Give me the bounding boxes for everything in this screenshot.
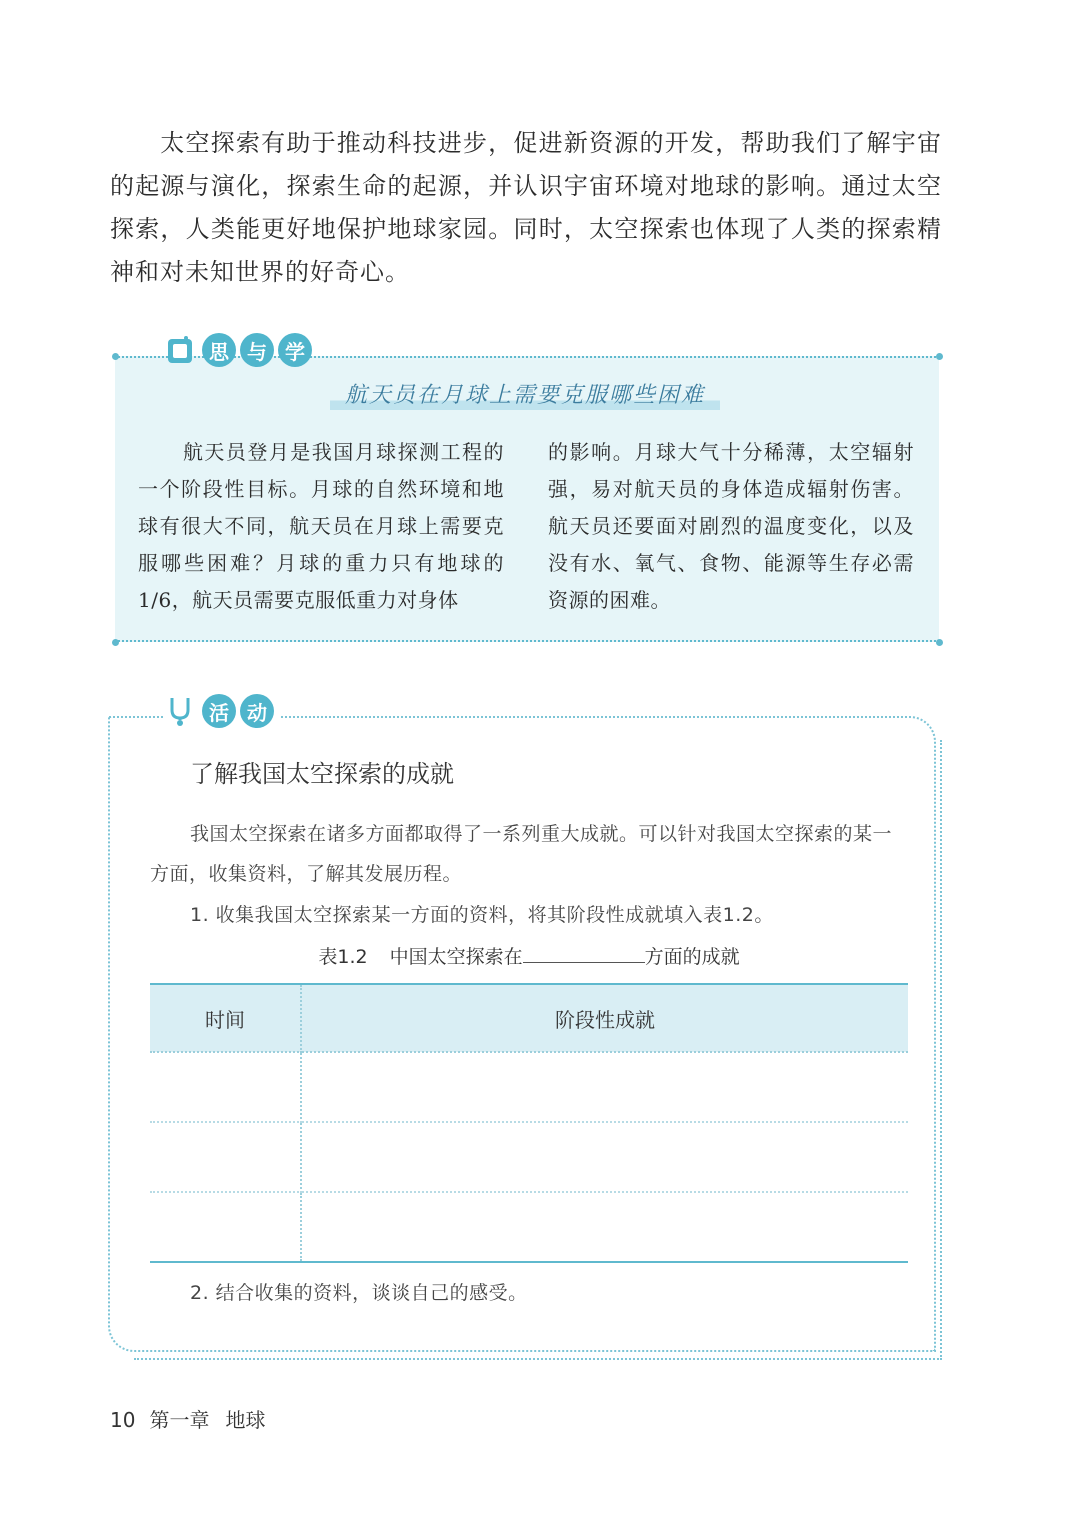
badge-char: 动 <box>240 694 274 728</box>
fill-in-blank[interactable] <box>523 944 645 963</box>
activity-intro-text: 我国太空探索在诸多方面都取得了一系列重大成就。可以针对我国太空探索的某一方面，收集资料，了解其发展历程。 <box>150 823 893 885</box>
box-corner-dot <box>936 353 943 360</box>
activity-step-2: 2. 结合收集的资料，谈谈自己的感受。 <box>190 1282 528 1304</box>
intro-text: 太空探索有助于推动科技进步，促进新资源的开发，帮助我们了解宇宙的起源与演化，探索生命的起源，并认识宇宙环境对地球的影响。通过太空探索，人类能更好地保护地球家园。同时，太空探索也体现了人类的探索精神和对未知世界的好奇心。 <box>110 129 942 286</box>
activity-badge <box>164 694 280 728</box>
activity-step-1: 1. 收集我国太空探索某一方面的资料，将其阶段性成就填入表1.2。 <box>190 904 774 926</box>
chapter-label: 第一章 <box>149 1408 210 1432</box>
table-row <box>150 1052 908 1122</box>
table-caption <box>150 942 908 969</box>
table-row <box>150 1122 908 1192</box>
badge-char: 活 <box>202 694 236 728</box>
activity-heading: 了解我国太空探索的成就 <box>190 760 454 788</box>
page-footer <box>110 1404 265 1433</box>
table-caption-number: 表1.2 <box>318 946 368 968</box>
think-and-learn-badge <box>164 333 312 367</box>
table-header-row <box>150 984 908 1052</box>
activity-intro <box>150 814 902 894</box>
think-column-right: 的影响。月球大气十分稀薄，太空辐射强，易对航天员的身体造成辐射伤害。航天员还要面对剧烈的温度变化，以及没有水、氧气、食物、能源等生存必需资源的困难。 <box>548 440 914 612</box>
think-col1-text: 航天员登月是我国月球探测工程的一个阶段性目标。月球的自然环境和地球有很大不同，航天员在月球上需要克服哪些困难？月球的重力只有地球的1/6，航天员需要克服低重力对身体 <box>138 440 504 612</box>
stethoscope-icon <box>164 694 198 728</box>
table-caption-suffix: 方面的成就 <box>644 946 740 968</box>
book-icon <box>164 333 198 367</box>
table-cell-achievement[interactable] <box>301 1052 908 1122</box>
box-corner-dot <box>936 639 943 646</box>
table-caption-prefix: 中国太空探索在 <box>389 946 523 968</box>
table-cell-time[interactable] <box>150 1052 301 1122</box>
table-cell-achievement[interactable] <box>301 1192 908 1262</box>
think-title: 航天员在月球上需要克服哪些困难 <box>330 380 720 414</box>
table-cell-time[interactable] <box>150 1122 301 1192</box>
header-time: 时间 <box>150 984 301 1052</box>
table-cell-achievement[interactable] <box>301 1122 908 1192</box>
badge-char: 与 <box>240 333 274 367</box>
box-corner-dot <box>112 639 119 646</box>
intro-paragraph <box>110 122 942 294</box>
table-row <box>150 1192 908 1262</box>
box-corner-dot <box>112 353 119 360</box>
badge-char: 思 <box>202 333 236 367</box>
table-cell-time[interactable] <box>150 1192 301 1262</box>
chapter-title: 地球 <box>225 1408 266 1432</box>
badge-char: 学 <box>278 333 312 367</box>
page-number: 10 <box>110 1408 136 1432</box>
think-column-left <box>138 434 504 619</box>
achievement-table <box>150 983 908 1263</box>
header-achievement: 阶段性成就 <box>301 984 908 1052</box>
